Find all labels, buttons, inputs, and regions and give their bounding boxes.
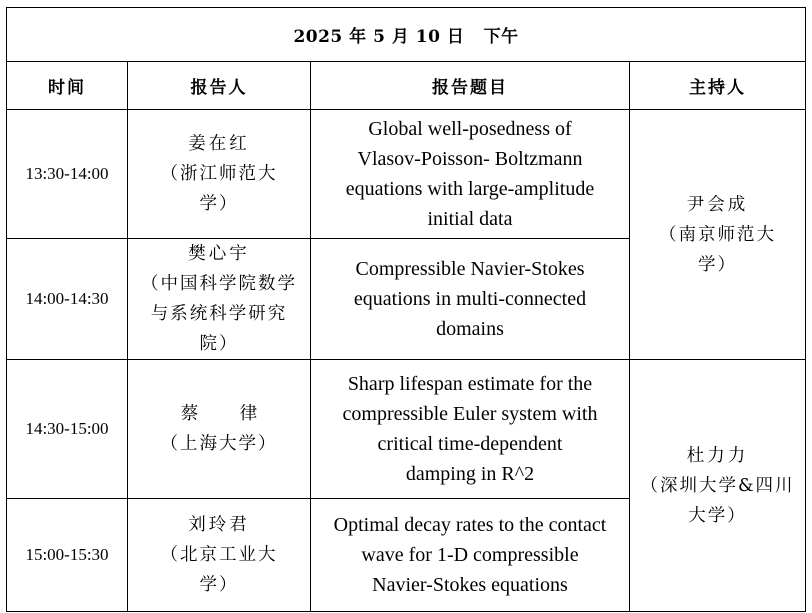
speaker-affiliation-line: （北京工业大	[160, 545, 278, 565]
talk-title-line: Sharp lifespan estimate for the	[347, 373, 593, 395]
chair-name: 杜力力	[686, 445, 749, 466]
time-cell: 14:30-15:00	[7, 360, 128, 499]
talk-title-line: Navier-Stokes equations	[372, 574, 568, 596]
speaker-name: 樊心宇	[188, 244, 250, 264]
column-header-chair: 主持人	[630, 62, 806, 110]
chair-cell	[630, 110, 806, 360]
time-cell: 14:00-14:30	[7, 239, 128, 360]
speaker-affiliation-line: 与系统科学研究	[150, 304, 288, 324]
speaker-cell	[128, 110, 311, 239]
talk-title-line: equations in multi-connected	[353, 288, 587, 310]
talk-title-line: Vlasov-Poisson- Boltzmann	[357, 148, 583, 170]
chair-affiliation-line: 学）	[698, 254, 738, 275]
talk-title-line: wave for 1-D compressible	[361, 544, 579, 566]
chair-cell	[630, 360, 806, 612]
session-title	[7, 8, 806, 62]
column-header-talk-title: 报告题目	[311, 62, 630, 110]
title-row	[7, 8, 806, 62]
speaker-affiliation-line: 学）	[199, 575, 239, 595]
talk-title-line: critical time-dependent	[377, 433, 563, 455]
talk-title-line: domains	[436, 318, 504, 340]
speaker-affiliation-line: （中国科学院数学	[141, 274, 297, 294]
session-period: 下午	[483, 27, 519, 47]
speaker-cell	[128, 360, 311, 499]
talk-title-line: Global well-posedness of	[368, 118, 572, 140]
session-date: 2025 年 5 月 10 日	[293, 27, 465, 47]
chair-name: 尹会成	[686, 194, 749, 215]
speaker-affiliation-line: （浙江师范大	[160, 164, 278, 184]
talk-title-cell	[311, 360, 630, 499]
talk-title-cell	[311, 499, 630, 612]
talk-title-cell	[311, 110, 630, 239]
table-row	[7, 110, 806, 239]
talk-title-line: compressible Euler system with	[342, 403, 598, 425]
speaker-name: 刘玲君	[188, 515, 250, 535]
column-header-speaker: 报告人	[128, 62, 311, 110]
time-cell: 15:00-15:30	[7, 499, 128, 612]
talk-title-line: damping in R^2	[405, 463, 535, 485]
chair-affiliation-line: （深圳大学&四川	[640, 475, 795, 496]
time-cell: 13:30-14:00	[7, 110, 128, 239]
chair-affiliation-line: 大学）	[688, 505, 747, 526]
speaker-affiliation-line: 学）	[199, 194, 239, 214]
table-row	[7, 360, 806, 499]
talk-title-line: equations with large-amplitude	[345, 178, 595, 200]
speaker-affiliation-line: 院）	[199, 334, 239, 354]
chair-affiliation-line: （南京师范大	[659, 224, 777, 245]
talk-title-line: Optimal decay rates to the contact	[333, 514, 607, 536]
schedule-table	[6, 7, 806, 612]
speaker-name: 姜在红	[188, 134, 250, 154]
speaker-cell	[128, 499, 311, 612]
header-row	[7, 62, 806, 110]
column-header-time: 时间	[7, 62, 128, 110]
speaker-name: 蔡 律	[180, 404, 276, 424]
speaker-cell	[128, 239, 311, 360]
speaker-affiliation-line: （上海大学）	[160, 434, 278, 454]
talk-title-cell	[311, 239, 630, 360]
talk-title-line: initial data	[427, 208, 513, 230]
talk-title-line: Compressible Navier-Stokes	[355, 258, 585, 280]
